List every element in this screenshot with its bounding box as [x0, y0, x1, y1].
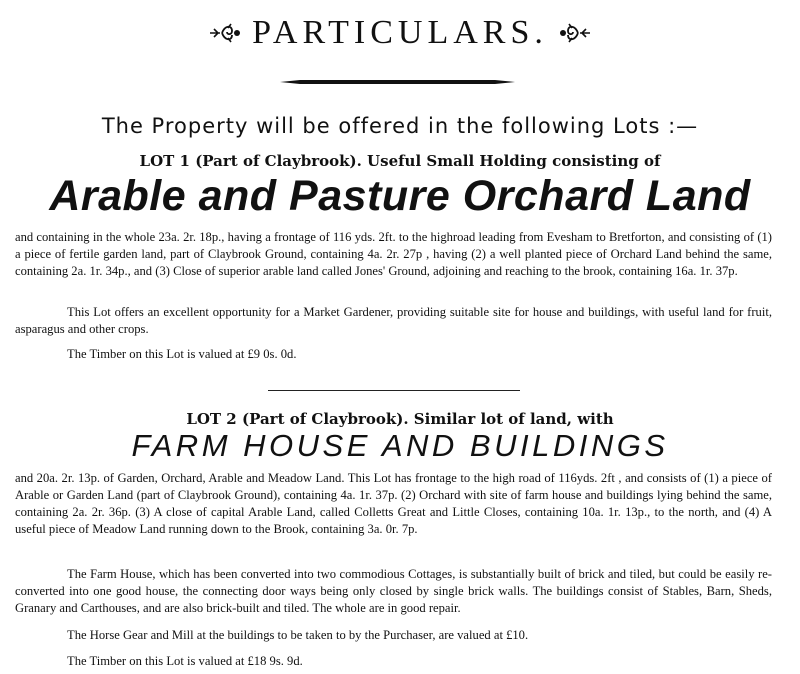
lot2-farmhouse-note: The Farm House, which has been converted into two commodious Cottages, is substantially built of brick and tiled, but could be easily re-converted into one good house, the connecting door ways being only closed by single brick walls. The buildings consist of Stables, Barn, Sheds, Granary and Carthouses, and are also brick-built and tiled. The whole are in good repair.: [15, 567, 772, 615]
ornamental-rule: [280, 80, 515, 84]
lot1-timber-value: The Timber on this Lot is valued at £9 0s. 0d.: [67, 347, 297, 361]
fleuron-right-icon: [556, 22, 592, 44]
lot1-opportunity-note: This Lot offers an excellent opportunity for a Market Gardener, providing suitable site for house and buildings, with useful land for fruit, asparagus and other crops.: [15, 305, 772, 336]
lot2-description: and 20a. 2r. 13p. of Garden, Orchard, Arable and Meadow Land. This Lot has frontage to the high road of 116yds. 2ft , and consists of (1) a piece of Arable or Garden Land (part of Claybrook Ground), containing 4a. 1r. 37p. (2) Orchard with site of farm house and buildings lying behind the same, containing 2a. 2r. 36p. (3) A close of capital Arable Land, called Colletts Great and Little Closes, containing 10a. 1r. 13p., to the north, and (4) A useful piece of Meadow Land running down to the Brook, containing 3a. 0r. 7p.: [15, 471, 772, 536]
section-divider: [268, 390, 520, 391]
lot1-description: and containing in the whole 23a. 2r. 18p., having a frontage of 116 yds. 2ft. to the highroad leading from Evesham to Bretforton, and consisting of (1) a piece of fertile garden land, part of Claybrook Ground, containing 4a. 2r. 27p , having (2) a well planted piece of Orchard Land behind the same, containing 2a. 1r. 34p., and (3) Close of superior arable land called Jones' Ground, adjoining and reaching to the brook, containing 16a. 1r. 37p.: [15, 230, 772, 278]
lot2-horse-gear-value: The Horse Gear and Mill at the buildings to be taken to by the Purchaser, are valued at £10.: [67, 628, 529, 642]
page-title: PARTICULARS.: [252, 14, 548, 51]
lot1-heading: LOT 1 (Part of Claybrook). Useful Small Holding consisting of: [139, 152, 661, 170]
intro-line: The Property will be offered in the following Lots :—: [101, 114, 699, 138]
particulars-heading: [0, 14, 800, 52]
lot2-display-title: FARM HOUSE AND BUILDINGS: [131, 428, 669, 463]
fleuron-left-icon: [208, 22, 244, 44]
lot2-heading: LOT 2 (Part of Claybrook). Similar lot of land, with: [186, 410, 614, 428]
lot1-display-title: Arable and Pasture Orchard Land: [49, 172, 751, 220]
lot2-timber-value: The Timber on this Lot is valued at £18 9s. 9d.: [67, 654, 303, 668]
